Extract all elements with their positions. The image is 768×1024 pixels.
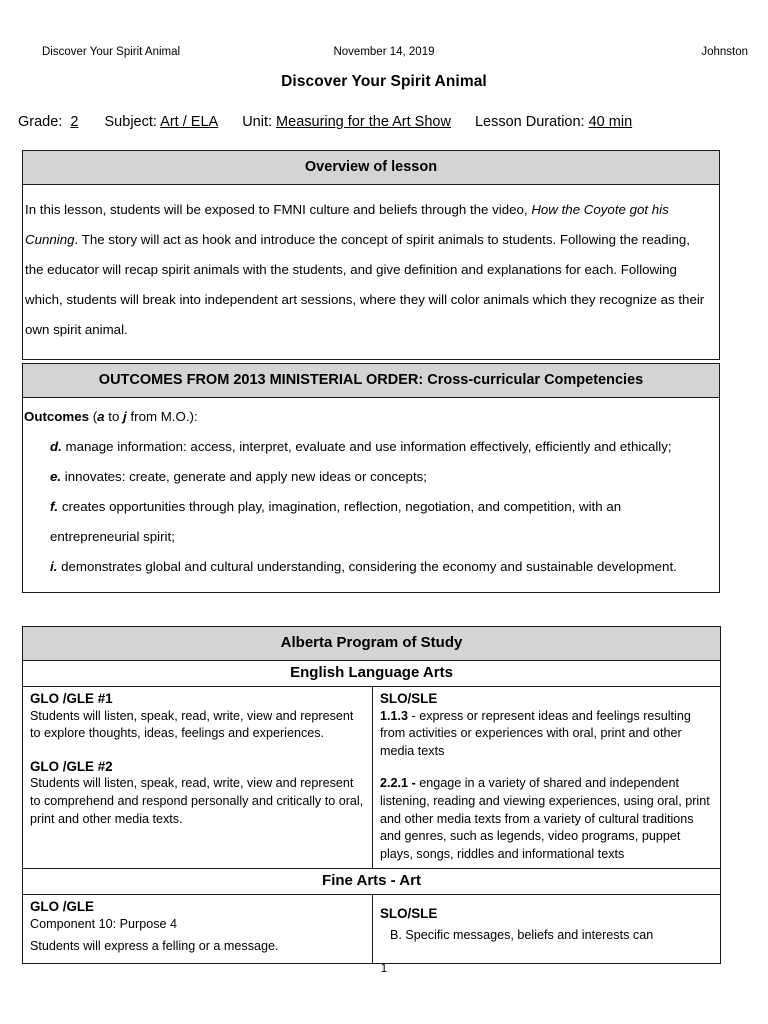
ela-slo2-number: 2.2.1 - xyxy=(380,776,416,791)
outcome-text: manage information: access, interpret, evaluate and use information effectively, efficiently and ethically; xyxy=(61,439,672,454)
unit-field xyxy=(242,112,451,132)
table-row xyxy=(23,185,720,360)
ela-slo1-number: 1.1.3 xyxy=(380,708,409,723)
program-of-study-table xyxy=(22,626,721,964)
subject-field xyxy=(105,112,219,132)
outcomes-intro-to: to xyxy=(104,409,124,424)
outcome-text: creates opportunities through play, imagination, reflection, negotiation, and competition, with an entrepreneurial spirit; xyxy=(50,499,622,544)
outcome-item xyxy=(24,492,711,552)
table-row xyxy=(23,398,720,593)
subject-value: Art / ELA xyxy=(160,114,219,130)
outcomes-table xyxy=(22,363,720,593)
overview-text-a: In this lesson, students will be exposed to FMNI culture and beliefs through the video, xyxy=(25,202,532,217)
running-header-left: Discover Your Spirit Animal xyxy=(42,46,181,58)
table-row xyxy=(23,627,721,661)
table-row xyxy=(23,364,720,398)
ela-glo2-title: GLO /GLE #2 xyxy=(30,758,113,774)
ela-glo1-title: GLO /GLE #1 xyxy=(30,691,113,706)
table-row xyxy=(23,895,721,964)
duration-label: Lesson Duration: xyxy=(474,114,585,130)
unit-value: Measuring for the Art Show xyxy=(276,114,451,130)
running-header-date: November 14, 2019 xyxy=(333,46,435,58)
grade-label: Grade: xyxy=(18,114,63,130)
outcome-letter: e. xyxy=(50,469,62,484)
ela-slo-title: SLO/SLE xyxy=(380,691,438,706)
program-of-study-heading: Alberta Program of Study xyxy=(23,627,721,661)
fine-arts-glo-line-1: Component 10: Purpose 4 xyxy=(30,916,178,931)
fine-arts-slo-item-b: B. Specific messages, beliefs and interests can xyxy=(390,927,654,942)
outcome-item xyxy=(24,432,711,462)
ela-slo2-text: engage in a variety of shared and independent listening, reading and viewing experiences, using oral, print and other media texts from a variety of cultural traditions and genres, such as legends, video programs, puppet plays, songs, riddles and informational texts xyxy=(380,776,710,861)
fine-arts-glo-cell xyxy=(23,895,373,964)
outcomes-intro-bold: Outcomes xyxy=(24,409,90,424)
outcome-item xyxy=(24,552,711,582)
outcomes-intro-rest: from M.O.): xyxy=(126,409,198,424)
outcomes-body xyxy=(23,398,720,593)
page-title: Discover Your Spirit Animal xyxy=(281,73,487,90)
ela-glo1-text: Students will listen, speak, read, write, view and represent to explore thoughts, ideas, feelings and experiences. xyxy=(30,708,354,741)
outcomes-intro-paren: ( xyxy=(89,409,98,424)
running-header-author: Johnston xyxy=(701,46,748,58)
ela-slo2 xyxy=(380,775,712,863)
table-row xyxy=(23,869,721,895)
overview-body xyxy=(23,185,720,360)
grade-field xyxy=(18,112,83,132)
outcome-text: innovates: create, generate and apply new ideas or concepts; xyxy=(61,469,427,484)
overview-paragraph xyxy=(25,195,711,345)
outcome-letter: d. xyxy=(50,439,62,454)
outcomes-intro-j: j xyxy=(123,409,127,424)
overview-table xyxy=(22,150,720,360)
lesson-meta-line xyxy=(18,112,758,132)
fine-arts-slo-cell xyxy=(373,895,721,964)
duration-value: 40 min xyxy=(588,114,633,130)
outcomes-heading: OUTCOMES FROM 2013 MINISTERIAL ORDER: Cross-curricular Competencies xyxy=(23,364,720,398)
grade-value: 2 xyxy=(70,114,79,130)
table-row xyxy=(23,661,721,687)
table-row xyxy=(23,687,721,869)
outcome-text: demonstrates global and cultural understanding, considering the economy and sustainable development. xyxy=(57,559,677,574)
outcomes-intro-a: a xyxy=(97,409,105,424)
fine-arts-glo-title: GLO /GLE xyxy=(30,899,94,915)
ela-subheading: English Language Arts xyxy=(23,661,721,687)
overview-heading: Overview of lesson xyxy=(23,151,720,185)
ela-glo-cell xyxy=(23,687,373,869)
duration-field xyxy=(475,112,632,132)
ela-slo-cell xyxy=(373,687,721,869)
ela-slo1 xyxy=(380,708,712,761)
outcome-item xyxy=(24,462,711,492)
page-number: 1 xyxy=(380,963,388,975)
fine-arts-glo-line-2: Students will express a felling or a message. xyxy=(30,938,279,953)
overview-video-title: How the Coyote got his Cunning xyxy=(25,202,669,247)
spacer xyxy=(30,743,364,758)
fine-arts-subheading: Fine Arts - Art xyxy=(23,869,721,895)
table-row xyxy=(23,151,720,185)
unit-label: Unit: xyxy=(242,114,273,130)
fine-arts-slo-title: SLO/SLE xyxy=(380,906,438,922)
spacer xyxy=(380,760,712,775)
ela-glo2-text: Students will listen, speak, read, write, view and represent to comprehend and respond personally and critically to oral, print and other media texts. xyxy=(30,776,364,826)
outcome-letter: i. xyxy=(50,559,58,574)
outcome-letter: f. xyxy=(50,499,59,514)
ela-slo1-text: - express or represent ideas and feelings resulting from activities or experiences with oral, print and other media texts xyxy=(380,708,691,758)
running-header xyxy=(20,44,748,60)
overview-text-b: . The story will act as hook and introduce the concept of spirit animals to students. Following the reading, the educator will recap spirit animals with the students, and give definition and explanations for each. Following which, students will break into independent art sessions, where they will color animals which they recognize as their own spirit animal. xyxy=(25,232,705,337)
subject-label: Subject: xyxy=(104,114,157,130)
outcomes-intro xyxy=(24,402,711,432)
